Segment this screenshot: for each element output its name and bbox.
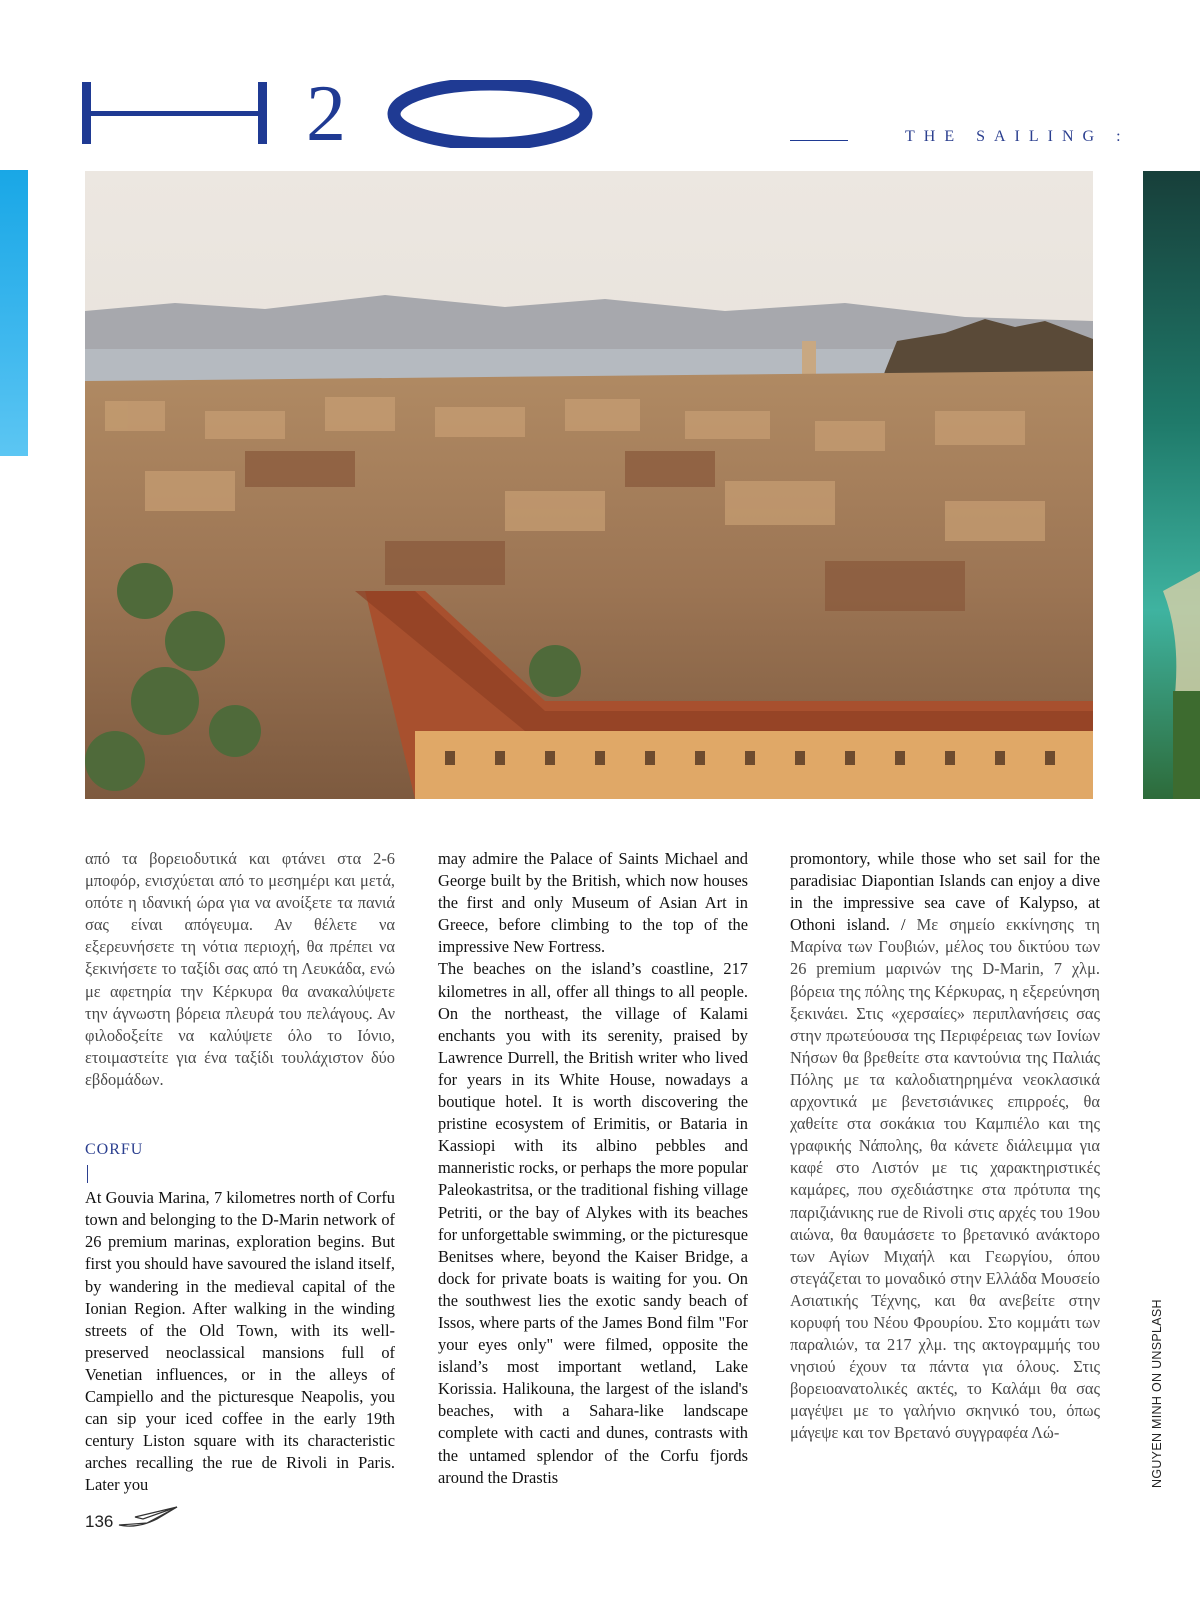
text-column-3 [790, 848, 1100, 1445]
photo-credit: NGUYEN MINH ON UNSPLASH [1150, 1299, 1164, 1488]
svg-text:2: 2 [306, 80, 346, 148]
corfu-old-town-photo [85, 171, 1093, 799]
section-label: THE SAILING : [905, 128, 1130, 145]
header-rule [790, 140, 848, 141]
cyan-accent-bar [0, 170, 28, 456]
greek-paragraph: Με σημείο εκκίνησης τη Μαρίνα των Γουβιών, μέλος του δικτύου των 26 premium μαρινών της D-Marin, 7 χλμ. βόρεια της πόλης της Κέρκυρας, η εξερεύνηση ξεκινάει. Στις «χερσαίες» περιπλανήσεις σας στην πρωτεύουσα της Περιφέρειας των Ιονίων Νήσων θα βρεθείτε στα καντούνια της Παλιάς Πόλης με τα καλοδιατηρημένα νεοκλασικά αρχοντικά με βενετσιάνικες επιρροές, θα χαθείτε στα σοκάκια του Καμπιέλο και της γραφικής Νάπολης, θα κάνετε διάλειμμα για καφέ στο Λιστόν με τις χαρακτηριστικές καμάρες, που σχεδιάστηκε στα πρότυπα της παριζιάνικης rue de Rivoli στις αρχές του 19ου αιώνα, θα θαυμάσετε το βρετανικό ανάκτορο των Αγίων Μιχαήλ και Γεωργίου, όπου στεγάζεται το μοναδικό στην Ελλάδα Μουσείο Ασιατικής Τέχνης, και θα ανεβείτε στην κορυφή του Νέου Φρουρίου. Στο κομμάτι των παραλιών, τα 217 χλμ. της ακτογραμμής του νησιού έχουν τα πάντα για όλους. Στις βορειοανατολικές ακτές, το Καλάμι θα σας μαγέψει με το γαλήνιο σκηνικό του, όπως μάγεψε και τον Βρετανό συγγραφέα Λώ- [790, 915, 1100, 1443]
paper-plane-icon [117, 1505, 179, 1531]
english-paragraph: The beaches on the island’s coastline, 217 kilometres in all, offer all things to all people. On the northeast, the village of Kalami enchants you with its serenity, praised by Lawrence Durrell, the British writer who lived for years in its White House, nowadays a boutique hotel. It is worth discovering the pristine ecosystem of Erimitis, or Bataria in Kassiopi with its albino pebbles and manneristic rocks, or perhaps the more popular Paleokastritsa, or the traditional fishing village Petriti, or the bay of Alykes with its beaches for unforgettable swimming, or the picturesque Benitses where, beyond the Kaiser Bridge, a dock for private boats is waiting for you. On the southwest lies the exotic sandy beach of Issos, where parts of the James Bond film "For your eyes only" were filmed, opposite the island’s most important wetland, Lake Korissia. Halikouna, the largest of the island's beaches, with a Sahara-like landscape complete with cacti and dunes, contrasts with the untamed splendor of the Corfu fjords around the Drastis [438, 959, 748, 1487]
text-column-1 [85, 848, 395, 1496]
text-column-2 [438, 848, 748, 1489]
page-number: 136 [85, 1512, 114, 1531]
heading-bar [87, 1165, 88, 1183]
english-paragraph: At Gouvia Marina, 7 kilometres north of Corfu town and belonging to the D-Marin network of 26 premium marinas, exploration begins. But first you should have savoured the island itself, by wandering in the medieval capital of the Ionian Region. After walking in the winding streets of the Old Town, with its well-preserved neoclassical mansions full of Venetian influences, or in the alleys of Campiello and the picturesque Neapolis, you can sip your iced coffee in the early 19th century Liston square with its characteristic arches recalling the rue de Rivoli in Paris. Later you [85, 1188, 395, 1495]
coastline-photo-edge [1143, 171, 1200, 799]
english-paragraph: may admire the Palace of Saints Michael and George built by the British, which now houses the first and only Museum of Asian Art in Greece, before climbing to the top of the impressive New Fortress. [438, 849, 748, 957]
section-heading-corfu: CORFU [85, 1141, 144, 1159]
h2o-logo [82, 80, 602, 148]
english-paragraph: promontory, while those who set sail for the paradisiac Diapontian Islands can enjoy a dive in the impressive sea cave of Kalypso, at Othoni island. / [790, 849, 1100, 935]
greek-paragraph: από τα βορειοδυτικά και φτάνει στα 2-6 μποφόρ, ενισχύεται από το μεσημέρι και μετά, οπότε η ιδανική ώρα για να ανοίξετε τα πανιά σας είναι απόγευμα. Αν θέλετε να εξερευνήσετε τη νότια περιοχή, θα πρέπει να ξεκινήσετε το ταξίδι σας από τη Λευκάδα, ενώ με αφετηρία την Κέρκυρα θα ανακαλύψετε την άγνωστη βόρεια πλευρά του πελάγους. Αν φιλοδοξείτε να καλύψετε όλο το Ιόνιο, ετοιμαστείτε για ένα ταξίδι τουλάχιστον δύο εβδομάδων. [85, 849, 395, 1089]
